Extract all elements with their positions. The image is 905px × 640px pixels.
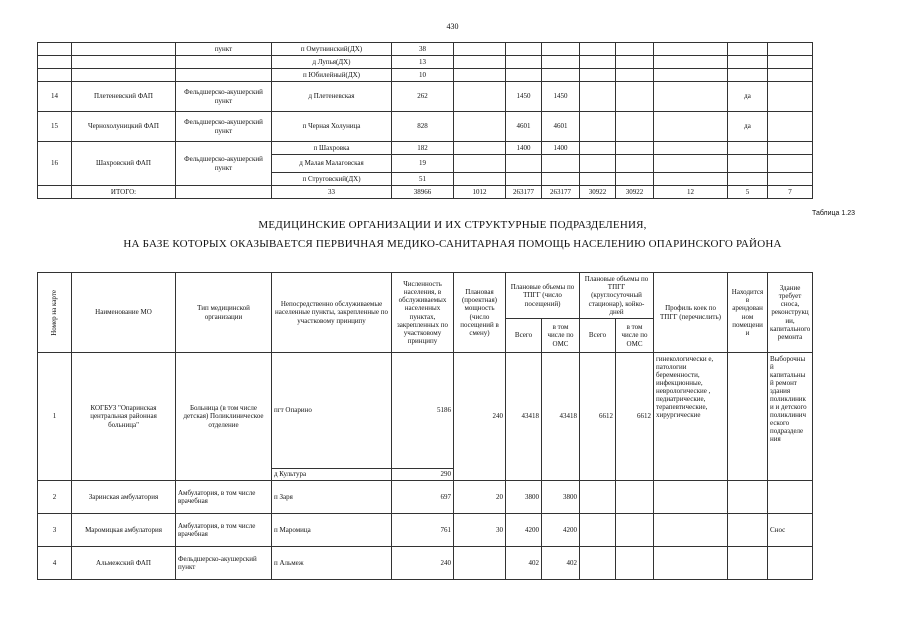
header-vol-total: Всего — [506, 319, 542, 353]
cell-pop: 19 — [392, 155, 454, 173]
cell-place: п Омутнинский(ДХ) — [272, 43, 392, 56]
cell-empty — [616, 173, 654, 186]
cell-st_oms — [616, 56, 654, 69]
cell-st_total — [580, 43, 616, 56]
cell-name — [72, 69, 176, 82]
cell-type: пункт — [176, 43, 272, 56]
cell-vol-total — [506, 155, 542, 173]
cell-empty — [580, 155, 616, 173]
header-st-total: Всего — [580, 319, 616, 353]
cell-vol-oms — [542, 155, 580, 173]
cell-place: пгт Опарино — [272, 353, 392, 469]
cell-num: 15 — [38, 112, 72, 142]
header-type: Тип медицинской организации — [176, 273, 272, 353]
table-row — [38, 69, 813, 82]
header-name: Наименование МО — [72, 273, 176, 353]
cell-cap — [454, 43, 506, 56]
cell-num: 3 — [38, 514, 72, 547]
cell-cap — [454, 112, 506, 142]
cell-type: Фельдшерско-акушерский пункт — [176, 112, 272, 142]
cell-vol_oms: 4200 — [542, 514, 580, 547]
cell-pop: 828 — [392, 112, 454, 142]
cell-type: Фельдшерско-акушерский пункт — [176, 142, 272, 186]
header-pop: Численность населения, в обслуживаемых населенных пунктах, закрепленных по участковому принципу — [392, 273, 454, 353]
cell-empty — [654, 155, 728, 173]
cell-pop: 10 — [392, 69, 454, 82]
total-profile: 12 — [654, 186, 728, 199]
header-lease: Находится в арендован ном помещени и — [728, 273, 768, 353]
cell-demo — [768, 547, 813, 580]
cell-pop: 13 — [392, 56, 454, 69]
cell-profile: гинекологически е, патологии беременности, инфекционные, неврологические , педиатрические, терапевтические, хирургические — [654, 353, 728, 481]
cell-cap — [454, 155, 506, 173]
heading-line-2: НА БАЗЕ КОТОРЫХ ОКАЗЫВАЕТСЯ ПЕРВИЧНАЯ МЕДИКО-САНИТАРНАЯ ПОМОЩЬ НАСЕЛЕНИЮ ОПАРИНСКОГО РАЙОНА — [123, 238, 782, 250]
cell-profile — [654, 43, 728, 56]
cell-st_total: 6612 — [580, 353, 616, 481]
table-row — [38, 353, 813, 469]
cell-pop: 51 — [392, 173, 454, 186]
table-label: Таблица 1.23 — [811, 210, 855, 217]
cell-empty — [728, 155, 768, 173]
cell-lease — [728, 481, 768, 514]
total-pop: 38966 — [392, 186, 454, 199]
cell-pop: 697 — [392, 481, 454, 514]
cell-cap: 30 — [454, 514, 506, 547]
cell-type — [176, 186, 272, 199]
cell-vol_total — [506, 56, 542, 69]
cell-place: п Черная Холуница — [272, 112, 392, 142]
cell-vol_oms: 43418 — [542, 353, 580, 481]
total-label: ИТОГО: — [72, 186, 176, 199]
cell-name: Альмежский ФАП — [72, 547, 176, 580]
cell-place: д Лупья(ДХ) — [272, 56, 392, 69]
cell-demo — [768, 82, 813, 112]
table-row — [38, 547, 813, 580]
cell-type — [176, 56, 272, 69]
cell-vol_oms — [542, 43, 580, 56]
cell-pop: 290 — [392, 469, 454, 481]
cell-lease: да — [728, 82, 768, 112]
total-lease: 5 — [728, 186, 768, 199]
total-row — [38, 186, 813, 199]
cell-num — [38, 69, 72, 82]
header-demo: Здание требует сноса, реконструкц ии, капитального ремонта — [768, 273, 813, 353]
cell-name: Маромицкая амбулатория — [72, 514, 176, 547]
cell-type: Фельдшерско-акушерский пункт — [176, 82, 272, 112]
header-profile: Профиль коек по ТПГГ (перечислить) — [654, 273, 728, 353]
cell-vol_total: 4601 — [506, 112, 542, 142]
cell-name: Шахровский ФАП — [72, 142, 176, 186]
cell-st_oms — [616, 43, 654, 56]
cell-profile — [654, 112, 728, 142]
cell-vol_oms: 4601 — [542, 112, 580, 142]
cell-place: п Маромица — [272, 514, 392, 547]
heading-line-1: МЕДИЦИНСКИЕ ОРГАНИЗАЦИИ И ИХ СТРУКТУРНЫЕ ПОДРАЗДЕЛЕНИЯ, — [258, 219, 647, 231]
cell-num — [38, 186, 72, 199]
cell-place: п Юбилейный(ДХ) — [272, 69, 392, 82]
cell-empty — [728, 142, 768, 155]
cell-st_oms: 6612 — [616, 353, 654, 481]
cell-st_total — [580, 56, 616, 69]
cell-place: д Малая Малаговская — [272, 155, 392, 173]
cell-type — [176, 69, 272, 82]
cell-lease — [728, 547, 768, 580]
total-st_oms: 30922 — [616, 186, 654, 199]
cell-empty — [654, 142, 728, 155]
cell-name: Заринская амбулатория — [72, 481, 176, 514]
cell-vol-oms — [542, 173, 580, 186]
cell-profile — [654, 481, 728, 514]
table-row — [38, 82, 813, 112]
cell-place: п Альмеж — [272, 547, 392, 580]
cell-demo: Снос — [768, 514, 813, 547]
cell-demo — [768, 481, 813, 514]
cell-pop: 240 — [392, 547, 454, 580]
cell-vol_oms — [542, 69, 580, 82]
table-row — [38, 514, 813, 547]
cell-lease — [728, 43, 768, 56]
cell-lease — [728, 56, 768, 69]
cell-place: п Шахровка — [272, 142, 392, 155]
cell-empty — [616, 142, 654, 155]
cell-type: Фельдшерско-акушерский пункт — [176, 547, 272, 580]
cell-cap — [454, 56, 506, 69]
header-num: Номер на карте — [38, 273, 72, 353]
cell-place: п Струговский(ДХ) — [272, 173, 392, 186]
cell-vol_oms — [542, 56, 580, 69]
header-place: Непосредственно обслуживаемые населенные пункты, закрепленные по участковому принципу — [272, 273, 392, 353]
cell-lease: да — [728, 112, 768, 142]
cell-place: д Плетеневская — [272, 82, 392, 112]
page-number: 430 — [446, 22, 459, 31]
cell-vol_oms: 402 — [542, 547, 580, 580]
total-vol_total: 263177 — [506, 186, 542, 199]
cell-place: п Заря — [272, 481, 392, 514]
cell-vol_total — [506, 69, 542, 82]
table-row — [38, 112, 813, 142]
cell-cap — [454, 173, 506, 186]
cell-vol_total: 1450 — [506, 82, 542, 112]
cell-st_oms — [616, 547, 654, 580]
cell-st_oms — [616, 514, 654, 547]
cell-demo — [768, 56, 813, 69]
cell-num: 14 — [38, 82, 72, 112]
cell-vol_total: 3800 — [506, 481, 542, 514]
cell-demo — [768, 69, 813, 82]
cell-demo: Выборочны й капитальны й ремонт здания поликлиник и и детского поликлинич еского подразделе ния — [768, 353, 813, 481]
cell-demo — [768, 43, 813, 56]
cell-lease — [728, 69, 768, 82]
cell-pop: 262 — [392, 82, 454, 112]
cell-type: Амбулатория, в том числе врачебная — [176, 514, 272, 547]
table-row — [38, 56, 813, 69]
cell-name: КОГБУЗ "Опаринская центральная районная больница" — [72, 353, 176, 481]
total-cap: 1012 — [454, 186, 506, 199]
header-st: Плановые объемы по ТПГГ (круглосуточный стационар), койко-дней — [580, 273, 654, 319]
cell-cap — [454, 547, 506, 580]
cell-num: 1 — [38, 353, 72, 481]
cell-empty — [768, 142, 813, 155]
cell-num: 4 — [38, 547, 72, 580]
cell-empty — [728, 173, 768, 186]
cell-st_total — [580, 481, 616, 514]
main-table — [37, 272, 813, 580]
cell-lease — [728, 353, 768, 481]
cell-vol_total: 43418 — [506, 353, 542, 481]
table-row — [38, 43, 813, 56]
cell-st_total — [580, 82, 616, 112]
cell-cap — [454, 82, 506, 112]
cell-vol_total: 4200 — [506, 514, 542, 547]
cell-vol-total — [506, 173, 542, 186]
header-vol: Плановые объемы по ТПГГ (число посещений) — [506, 273, 580, 319]
cell-vol-oms: 1400 — [542, 142, 580, 155]
cell-vol_total — [506, 43, 542, 56]
cell-vol_total: 402 — [506, 547, 542, 580]
cell-vol_oms: 1450 — [542, 82, 580, 112]
cell-st_total — [580, 514, 616, 547]
cell-profile — [654, 82, 728, 112]
header-cap: Плановая (проектная) мощность (число посещений в смену) — [454, 273, 506, 353]
cell-empty — [580, 173, 616, 186]
cell-empty — [654, 173, 728, 186]
cell-profile — [654, 514, 728, 547]
cell-num: 2 — [38, 481, 72, 514]
header-vol-oms: в том числе по ОМС — [542, 319, 580, 353]
cell-place: д Культура — [272, 469, 392, 481]
cell-cap — [454, 69, 506, 82]
cell-lease — [728, 514, 768, 547]
total-vol_oms: 263177 — [542, 186, 580, 199]
cell-empty — [616, 155, 654, 173]
cell-st_oms — [616, 481, 654, 514]
cell-st_total — [580, 547, 616, 580]
cell-pop: 5186 — [392, 353, 454, 469]
cell-st_oms — [616, 112, 654, 142]
cell-num — [38, 56, 72, 69]
header-st-oms: в том числе по ОМС — [616, 319, 654, 353]
cell-empty — [768, 155, 813, 173]
cell-empty — [768, 173, 813, 186]
cell-st_oms — [616, 82, 654, 112]
cell-cap: 20 — [454, 481, 506, 514]
cell-st_oms — [616, 69, 654, 82]
cell-profile — [654, 547, 728, 580]
cell-name: Плетеневский ФАП — [72, 82, 176, 112]
cell-pop: 38 — [392, 43, 454, 56]
cell-demo — [768, 112, 813, 142]
cell-vol_oms: 3800 — [542, 481, 580, 514]
cell-profile — [654, 56, 728, 69]
total-places: 33 — [272, 186, 392, 199]
cell-cap: 240 — [454, 353, 506, 481]
cell-st_total — [580, 112, 616, 142]
cell-name — [72, 43, 176, 56]
cell-type: Больница (в том числе детская) Поликлиническое отделение — [176, 353, 272, 481]
cell-num — [38, 43, 72, 56]
top-table — [37, 42, 813, 199]
cell-name: Чернохолуницкий ФАП — [72, 112, 176, 142]
cell-name — [72, 56, 176, 69]
cell-vol-total: 1400 — [506, 142, 542, 155]
cell-num: 16 — [38, 142, 72, 186]
cell-pop: 182 — [392, 142, 454, 155]
cell-empty — [580, 142, 616, 155]
cell-pop: 761 — [392, 514, 454, 547]
cell-profile — [654, 69, 728, 82]
table-row — [38, 142, 813, 155]
total-demo: 7 — [768, 186, 813, 199]
total-st_total: 30922 — [580, 186, 616, 199]
cell-type: Амбулатория, в том числе врачебная — [176, 481, 272, 514]
table-row — [38, 481, 813, 514]
cell-st_total — [580, 69, 616, 82]
cell-cap — [454, 142, 506, 155]
